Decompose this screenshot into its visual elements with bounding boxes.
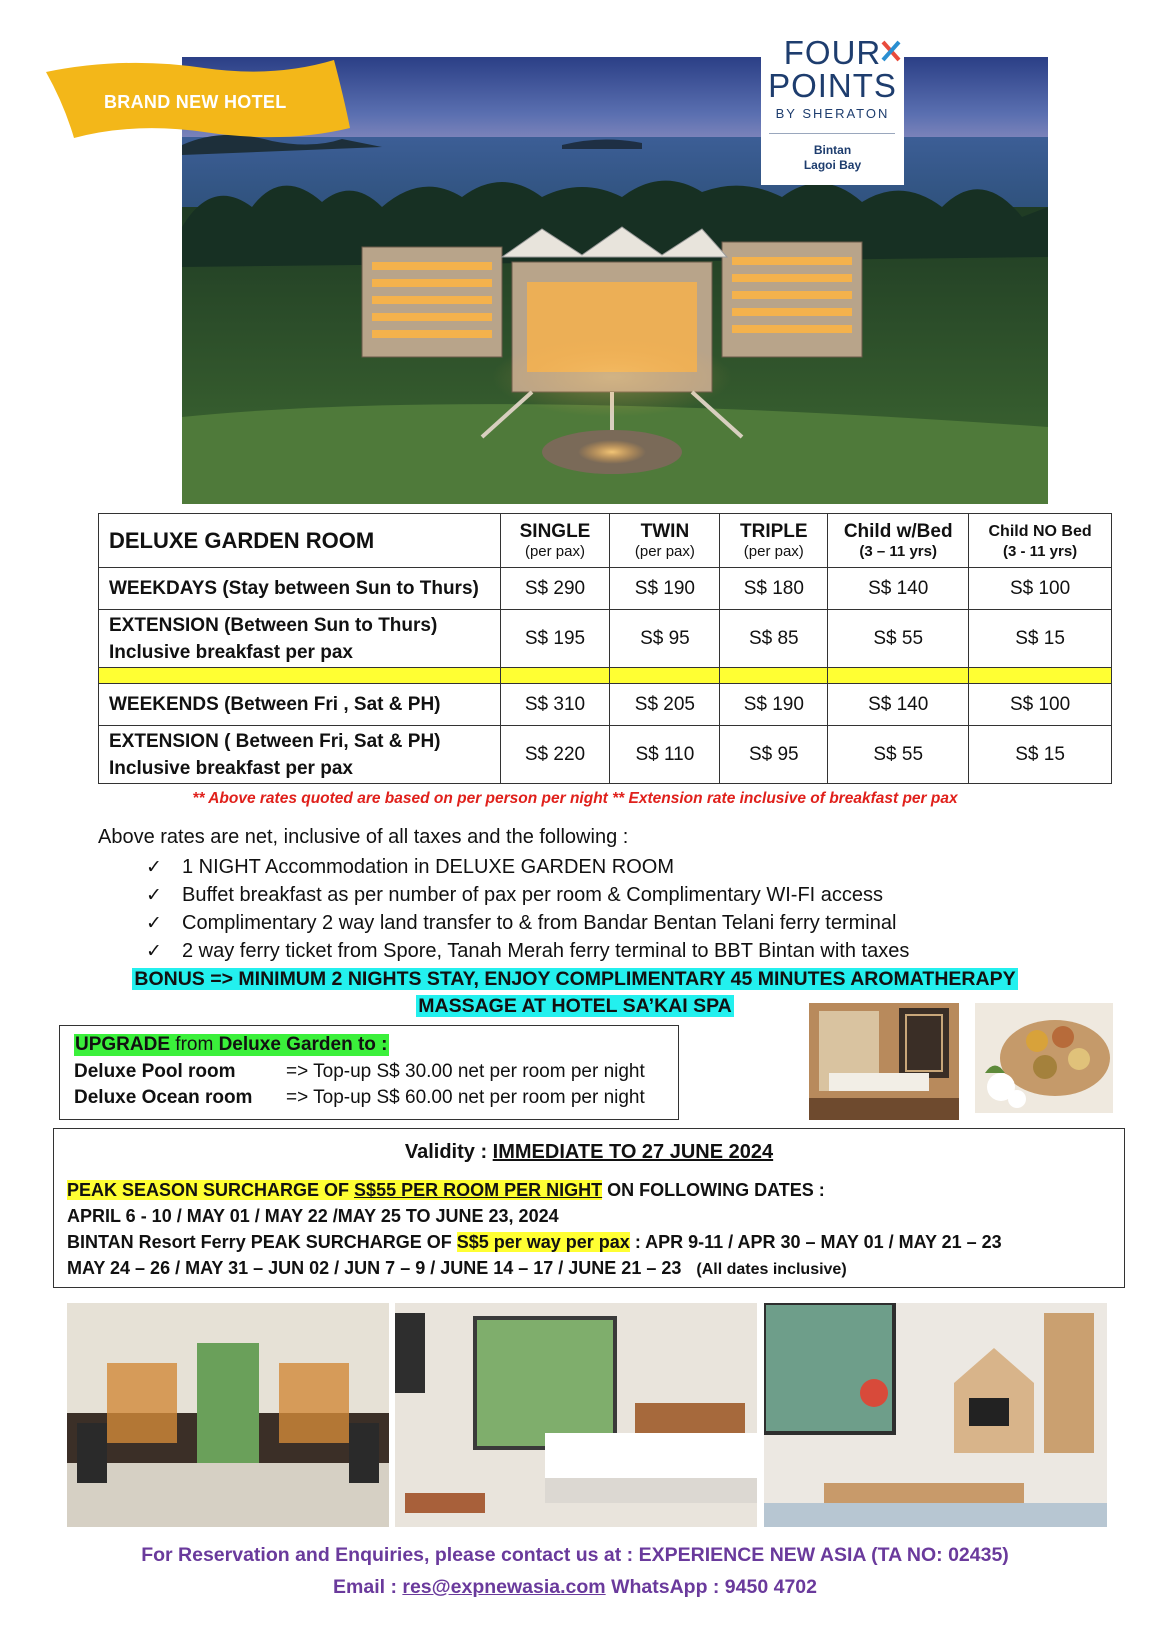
logo-location-1: Bintan [813,143,852,157]
bonus-line-1: BONUS => MINIMUM 2 NIGHTS STAY, ENJOY COMPLIMENTARY 45 MINUTES AROMATHERAPY [134,968,1016,990]
logo-points: POINTS [768,67,897,104]
rate-cell: S$ 310 [500,684,610,726]
check-icon: ✓ [146,856,162,878]
col-child-with-bed: Child w/Bed (3 – 11 yrs) [828,514,969,568]
email-link[interactable]: res@expnewasia.com [402,1576,606,1598]
col-twin: TWIN (per pax) [610,514,720,568]
logo-by-sheraton: BY SHERATON [775,106,890,121]
peak-surcharge-line: PEAK SEASON SURCHARGE OF S$55 PER ROOM PER NIGHT ON FOLLOWING DATES : [67,1180,825,1200]
banner-text: BRAND NEW HOTEL [104,92,287,112]
logo-location [761,143,904,173]
check-icon: ✓ [146,912,162,934]
col-child-no-bed: Child NO Bed (3 - 11 yrs) [969,514,1112,568]
rate-cell: S$ 95 [720,726,828,784]
rate-cell: S$ 100 [969,684,1112,726]
inclusions-intro: Above rates are net, inclusive of all taxes and the following : [98,826,629,848]
peak-dates: APRIL 6 - 10 / MAY 01 / MAY 22 /MAY 25 TO JUNE 23, 2024 [67,1206,559,1226]
rate-cell: S$ 195 [500,610,610,668]
rate-cell: S$ 180 [720,568,828,610]
list-item: ✓ 2 way ferry ticket from Spore, Tanah Merah ferry terminal to BBT Bintan with taxes [146,937,909,965]
rate-cell: S$ 95 [610,610,720,668]
room-type-title: DELUXE GARDEN ROOM [99,514,501,568]
validity-title: Validity : IMMEDIATE TO 27 JUNE 2024 [404,1141,774,1163]
kids-club-photo [764,1303,1107,1527]
upgrade-box [59,1025,679,1120]
rate-cell: S$ 15 [969,610,1112,668]
logo-cross-icon [881,40,901,64]
rate-cell: S$ 205 [610,684,720,726]
rate-cell: S$ 190 [610,568,720,610]
guest-room-photo [395,1303,757,1527]
list-item: ✓ Buffet breakfast as per number of pax per room & Complimentary WI-FI access [146,881,909,909]
table-row [99,610,1112,668]
ferry-dates: MAY 24 – 26 / MAY 31 – JUN 02 / JUN 7 – 9 / JUNE 14 – 17 / JUNE 21 – 23 (All dates inclusive) [67,1258,847,1278]
list-item: ✓ 1 NIGHT Accommodation in DELUXE GARDEN ROOM [146,853,909,881]
spa-herbs-photo [975,1003,1113,1113]
rate-cell: S$ 220 [500,726,610,784]
bonus-line-2: MASSAGE AT HOTEL SA’KAI SPA [418,995,732,1017]
row-label: WEEKDAYS (Stay between Sun to Thurs) [99,568,501,610]
rate-cell: S$ 140 [828,684,969,726]
footer-email-whatsapp: Email : res@expnewasia.com WhatsApp : 9450 4702 [333,1576,817,1598]
table-separator [99,668,1112,684]
col-triple: TRIPLE (per pax) [720,514,828,568]
rate-cell: S$ 290 [500,568,610,610]
footer-contact: For Reservation and Enquiries, please contact us at : EXPERIENCE NEW ASIA (TA NO: 02435) [141,1544,1009,1566]
ferry-surcharge-line: BINTAN Resort Ferry PEAK SURCHARGE OF S$5 per way per pax : APR 9-11 / APR 30 – MAY 01 / MAY 21 – 23 [67,1232,1002,1252]
rate-table-header [99,514,1112,568]
check-icon: ✓ [146,940,162,962]
row-label: EXTENSION ( Between Fri, Sat & PH) Inclusive breakfast per pax [99,726,501,784]
four-points-logo [761,30,904,185]
rate-cell: S$ 85 [720,610,828,668]
lobby-photo [67,1303,389,1527]
rates-note: ** Above rates quoted are based on per person per night ** Extension rate inclusive of breakfast per pax [192,790,958,807]
brand-new-hotel-banner [44,58,354,142]
spa-room-photo [809,1003,959,1120]
inclusions-list [146,853,909,965]
rate-cell: S$ 100 [969,568,1112,610]
row-label: WEEKENDS (Between Fri , Sat & PH) [99,684,501,726]
rate-cell: S$ 55 [828,610,969,668]
rate-cell: S$ 190 [720,684,828,726]
upgrade-title: UPGRADE from Deluxe Garden to : [75,1034,388,1055]
validity-box [53,1128,1125,1288]
upgrade-row: Deluxe Ocean room => Top-up S$ 60.00 net per room per night [74,1087,645,1108]
rate-table [98,513,1112,784]
table-row [99,568,1112,610]
row-label: EXTENSION (Between Sun to Thurs) Inclusive breakfast per pax [99,610,501,668]
rate-cell: S$ 15 [969,726,1112,784]
col-single: SINGLE (per pax) [500,514,610,568]
table-row [99,684,1112,726]
logo-divider [769,133,895,134]
rate-cell: S$ 110 [610,726,720,784]
logo-location-2: Lagoi Bay [803,158,862,172]
list-item: ✓ Complimentary 2 way land transfer to & from Bandar Bentan Telani ferry terminal [146,909,909,937]
rate-cell: S$ 55 [828,726,969,784]
upgrade-row: Deluxe Pool room => Top-up S$ 30.00 net per room per night [74,1061,645,1082]
logo-four: FOUR [783,34,882,71]
rate-cell: S$ 140 [828,568,969,610]
table-row [99,726,1112,784]
check-icon: ✓ [146,884,162,906]
